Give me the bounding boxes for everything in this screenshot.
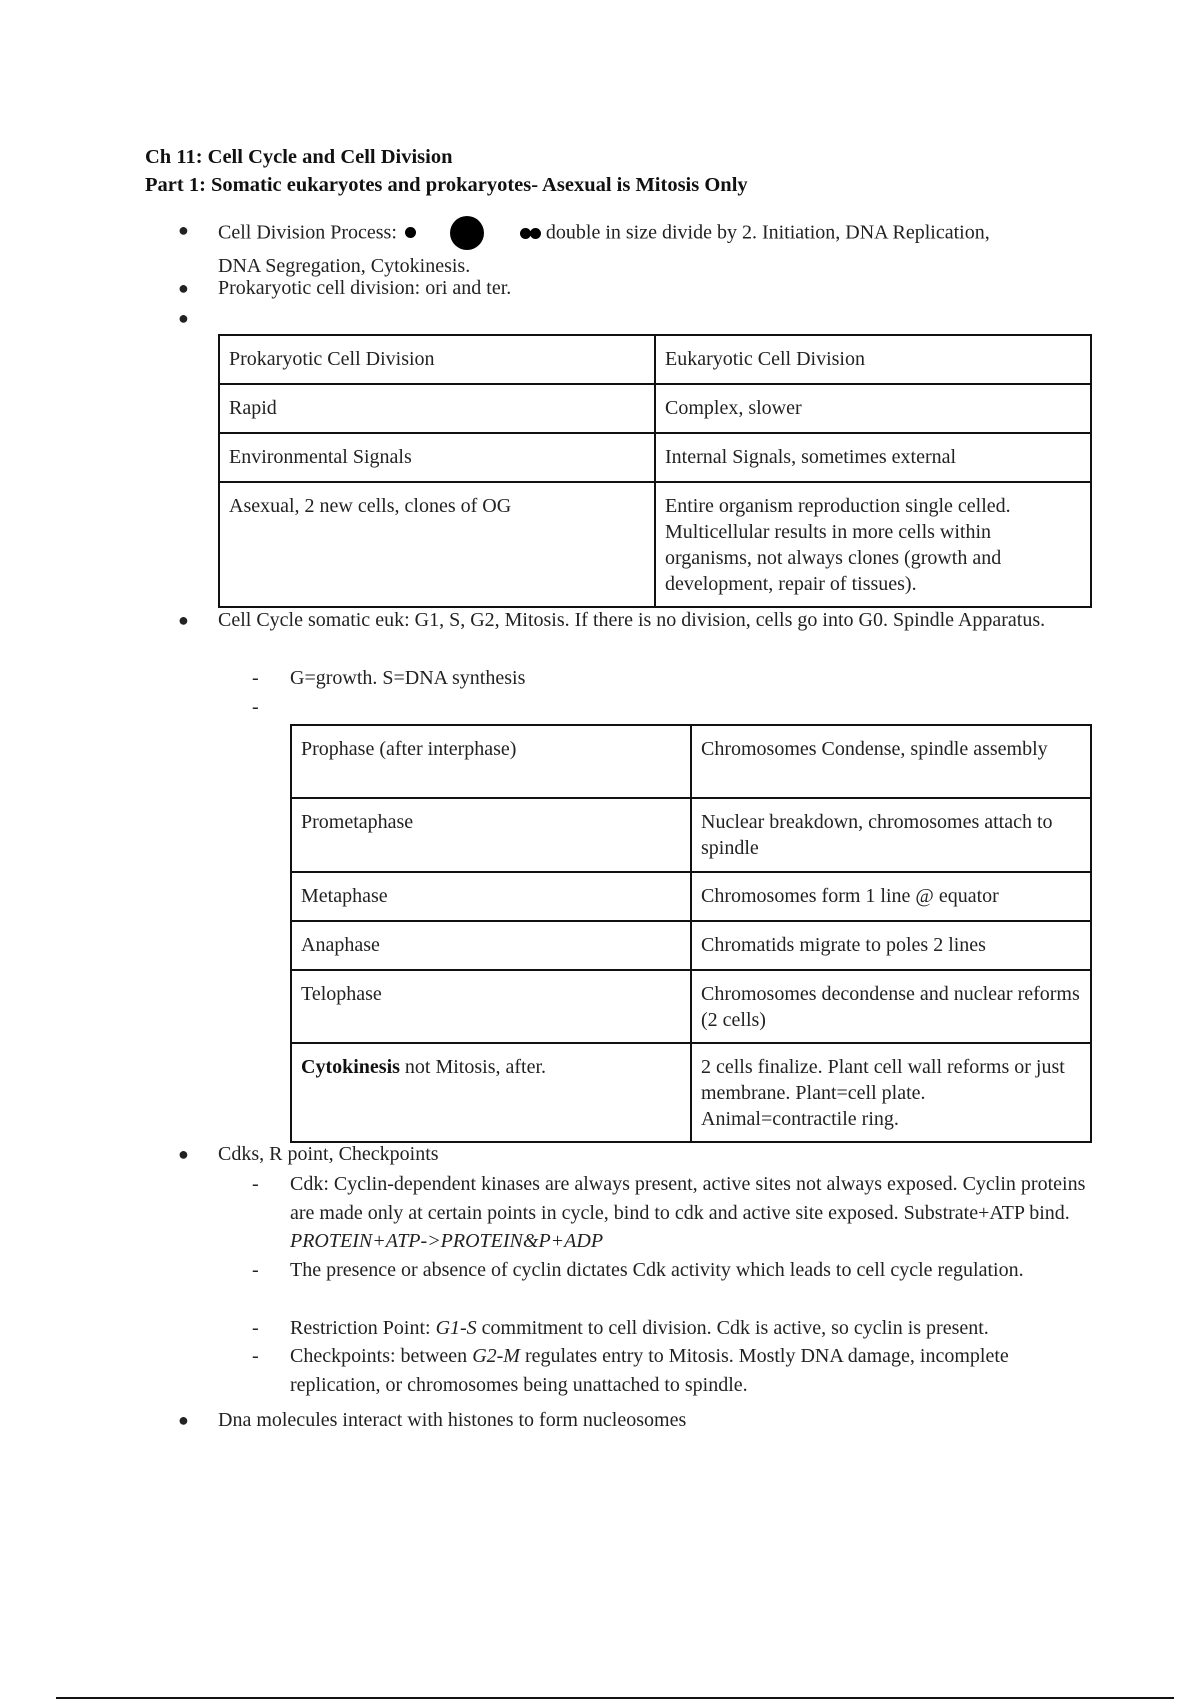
- table-cell: Prometaphase: [291, 798, 691, 872]
- dash-marker-empty: -: [252, 696, 259, 718]
- table-row: [219, 433, 1091, 482]
- table-cell: Rapid: [219, 384, 655, 433]
- dash-growth-synthesis: G=growth. S=DNA synthesis: [290, 667, 526, 689]
- table-cell: 2 cells finalize. Plant cell wall reforms or just membrane. Plant=cell plate. Animal=contractile ring.: [691, 1043, 1091, 1142]
- dash-cyclin-presence: The presence or absence of cyclin dictates Cdk activity which leads to cell cycle regulation.: [290, 1259, 1024, 1281]
- bullet-marker: ●: [178, 610, 189, 630]
- bullet-cell-division-process: [218, 216, 1098, 280]
- dash-marker: -: [252, 1173, 259, 1195]
- table-cell: Internal Signals, sometimes external: [655, 433, 1091, 482]
- dash-restriction-point: [290, 1314, 1095, 1343]
- table-row: [291, 1043, 1091, 1142]
- restriction-post: commitment to cell division. Cdk is active, so cyclin is present.: [476, 1317, 989, 1339]
- table-cell: Metaphase: [291, 872, 691, 921]
- checkpoint-post: regulates entry to Mitosis. Mostly DNA damage, incomplete replication, or chromosomes being unattached to spindle.: [290, 1345, 1009, 1396]
- table-row: [219, 482, 1091, 607]
- table-row: [291, 798, 1091, 872]
- table-cell: Anaphase: [291, 921, 691, 970]
- table-cell: Chromosomes form 1 line @ equator: [691, 872, 1091, 921]
- cell-division-description: double in size divide by 2. Initiation, DNA Replication,: [545, 221, 990, 244]
- dash-cdk: [290, 1170, 1095, 1256]
- table-cell: Entire organism reproduction single celled. Multicellular results in more cells within organisms, not always clones (growth and development, repair of tissues).: [655, 482, 1091, 607]
- table-row: [291, 725, 1091, 798]
- table-row: [219, 335, 1091, 384]
- bullet-marker: ●: [178, 1410, 189, 1430]
- table-cell: Nuclear breakdown, chromosomes attach to spindle: [691, 798, 1091, 872]
- cell-division-description-line2: DNA Segregation, Cytokinesis.: [218, 255, 471, 277]
- dash-marker: -: [252, 1317, 259, 1339]
- mitosis-phases-table: [290, 724, 1092, 1143]
- bullet-marker: ●: [178, 1144, 189, 1164]
- table-cell: Chromosomes Condense, spindle assembly: [691, 725, 1091, 798]
- dash-checkpoints: [290, 1342, 1095, 1399]
- table-cell: Telophase: [291, 970, 691, 1043]
- table-cell: [291, 1043, 691, 1142]
- bullet-marker: ●: [178, 278, 189, 298]
- chapter-title: Ch 11: Cell Cycle and Cell Division: [145, 146, 453, 168]
- dividing-cells-icon: [520, 218, 540, 246]
- table-cell: Prokaryotic Cell Division: [219, 335, 655, 384]
- part-heading: Part 1: Somatic eukaryotes and prokaryotes- Asexual is Mitosis Only: [145, 174, 748, 196]
- restriction-pre: Restriction Point:: [290, 1317, 436, 1339]
- bullet-cell-cycle: Cell Cycle somatic euk: G1, S, G2, Mitosis. If there is no division, cells go into G0. Spindle Apparatus.: [218, 609, 1046, 631]
- bullet-marker: ●: [178, 220, 189, 240]
- checkpoint-phase: G2-M: [472, 1345, 520, 1367]
- large-cell-icon: [450, 216, 484, 250]
- dash-marker: -: [252, 1345, 259, 1367]
- prokaryote-eukaryote-table: [218, 334, 1092, 608]
- table-cell: Environmental Signals: [219, 433, 655, 482]
- bullet-marker-empty: ●: [178, 308, 189, 328]
- table-row: [291, 872, 1091, 921]
- table-cell: Prophase (after interphase): [291, 725, 691, 798]
- cdk-text: Cdk: Cyclin-dependent kinases are always present, active sites not always exposed. Cyclin proteins are made only at certain points in cycle, bind to cdk and active site exposed. Substrate+ATP bind.: [290, 1173, 1086, 1224]
- bullet-prokaryotic-division: Prokaryotic cell division: ori and ter.: [218, 277, 512, 299]
- dash-marker: -: [252, 1259, 259, 1281]
- bullet-cdks: Cdks, R point, Checkpoints: [218, 1143, 439, 1165]
- small-cell-icon: [405, 227, 416, 238]
- dash-marker: -: [252, 667, 259, 689]
- table-row: [291, 970, 1091, 1043]
- cell-division-label: Cell Division Process:: [218, 221, 397, 244]
- table-cell: Complex, slower: [655, 384, 1091, 433]
- checkpoint-pre: Checkpoints: between: [290, 1345, 473, 1367]
- cytokinesis-note: not Mitosis, after.: [399, 1056, 547, 1078]
- table-cell: Chromosomes decondense and nuclear reforms (2 cells): [691, 970, 1091, 1043]
- bullet-nucleosomes: Dna molecules interact with histones to form nucleosomes: [218, 1409, 687, 1431]
- cytokinesis-term: Cytokinesis: [301, 1056, 400, 1078]
- table-cell: Asexual, 2 new cells, clones of OG: [219, 482, 655, 607]
- cdk-equation: PROTEIN+ATP->PROTEIN&P+ADP: [290, 1230, 604, 1252]
- table-cell: Chromatids migrate to poles 2 lines: [691, 921, 1091, 970]
- table-row: [291, 921, 1091, 970]
- table-cell: Eukaryotic Cell Division: [655, 335, 1091, 384]
- page-bottom-rule: [56, 1697, 1174, 1699]
- table-row: [219, 384, 1091, 433]
- restriction-phase: G1-S: [435, 1317, 477, 1339]
